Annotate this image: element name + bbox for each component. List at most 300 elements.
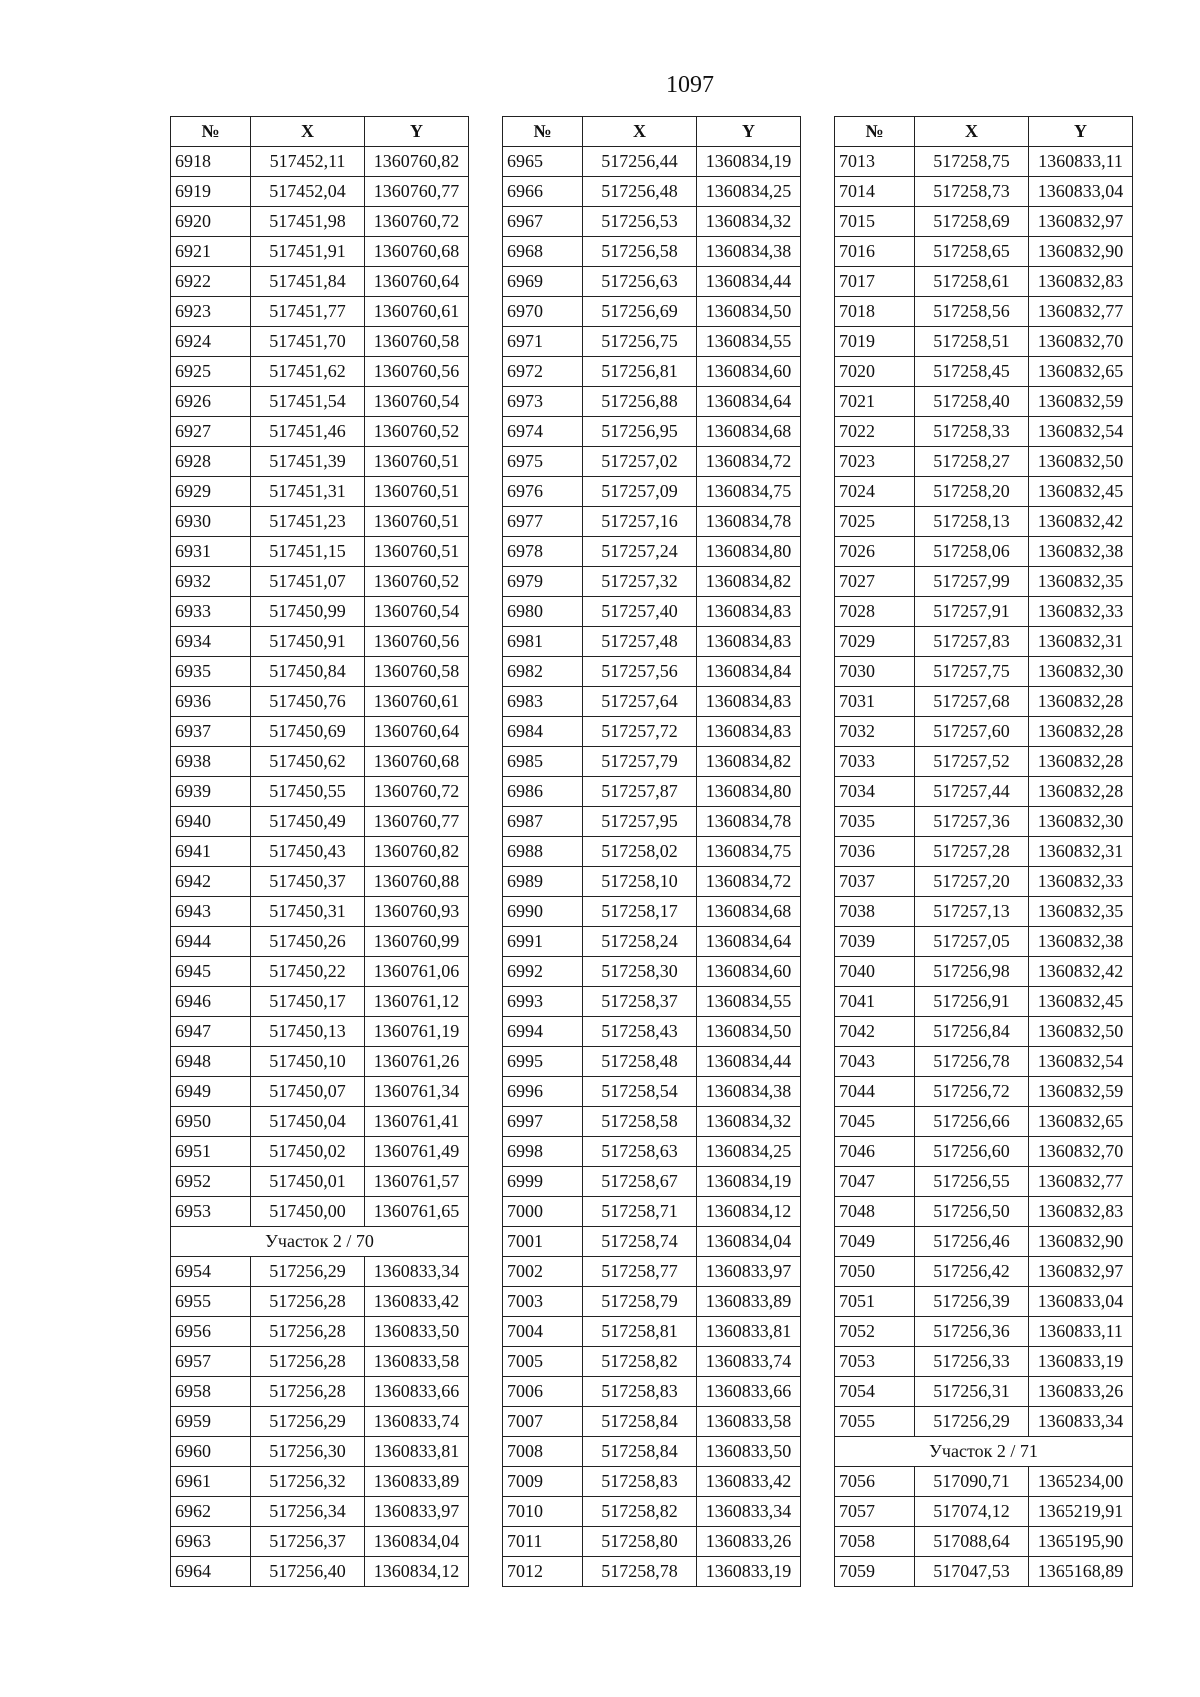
point-number-cell: 7032 xyxy=(835,717,915,747)
point-number-cell: 6995 xyxy=(503,1047,583,1077)
table-row xyxy=(503,147,801,177)
table-row xyxy=(835,657,1133,687)
table-row xyxy=(835,147,1133,177)
table-row xyxy=(171,1167,469,1197)
y-coordinate-cell: 1365168,89 xyxy=(1029,1557,1133,1587)
point-number-cell: 7042 xyxy=(835,1017,915,1047)
x-coordinate-cell: 517257,99 xyxy=(915,567,1029,597)
x-coordinate-cell: 517258,02 xyxy=(583,837,697,867)
y-coordinate-cell: 1360761,12 xyxy=(365,987,469,1017)
x-coordinate-cell: 517450,69 xyxy=(251,717,365,747)
x-coordinate-cell: 517450,84 xyxy=(251,657,365,687)
x-coordinate-cell: 517256,95 xyxy=(583,417,697,447)
x-coordinate-cell: 517257,05 xyxy=(915,927,1029,957)
y-coordinate-cell: 1360760,61 xyxy=(365,297,469,327)
table-row xyxy=(503,477,801,507)
point-number-cell: 7037 xyxy=(835,867,915,897)
x-coordinate-cell: 517258,82 xyxy=(583,1347,697,1377)
table-row xyxy=(835,327,1133,357)
y-coordinate-cell: 1360834,84 xyxy=(697,657,801,687)
y-coordinate-cell: 1360760,99 xyxy=(365,927,469,957)
table-row xyxy=(503,1137,801,1167)
point-number-cell: 7047 xyxy=(835,1167,915,1197)
table-row xyxy=(171,267,469,297)
point-number-cell: 7001 xyxy=(503,1227,583,1257)
point-number-cell: 7016 xyxy=(835,237,915,267)
point-number-cell: 6933 xyxy=(171,597,251,627)
y-coordinate-cell: 1360834,75 xyxy=(697,477,801,507)
x-coordinate-cell: 517256,46 xyxy=(915,1227,1029,1257)
y-coordinate-cell: 1360833,81 xyxy=(365,1437,469,1467)
point-number-cell: 7043 xyxy=(835,1047,915,1077)
point-number-cell: 7022 xyxy=(835,417,915,447)
coordinates-table-3 xyxy=(834,116,1133,1587)
x-coordinate-cell: 517450,01 xyxy=(251,1167,365,1197)
table-row xyxy=(503,1017,801,1047)
y-coordinate-cell: 1360760,52 xyxy=(365,417,469,447)
section-label: Участок 2 / 71 xyxy=(835,1437,1133,1467)
point-number-cell: 7018 xyxy=(835,297,915,327)
table-row xyxy=(171,597,469,627)
point-number-cell: 7033 xyxy=(835,747,915,777)
point-number-cell: 7026 xyxy=(835,537,915,567)
table-row xyxy=(171,957,469,987)
y-coordinate-cell: 1360833,19 xyxy=(1029,1347,1133,1377)
y-coordinate-cell: 1360832,33 xyxy=(1029,597,1133,627)
x-coordinate-cell: 517258,80 xyxy=(583,1527,697,1557)
header-x: X xyxy=(915,117,1029,147)
table-row xyxy=(171,387,469,417)
x-coordinate-cell: 517258,27 xyxy=(915,447,1029,477)
point-number-cell: 6923 xyxy=(171,297,251,327)
table-row xyxy=(835,897,1133,927)
point-number-cell: 6937 xyxy=(171,717,251,747)
point-number-cell: 6956 xyxy=(171,1317,251,1347)
point-number-cell: 7003 xyxy=(503,1287,583,1317)
table-row xyxy=(835,507,1133,537)
x-coordinate-cell: 517258,58 xyxy=(583,1107,697,1137)
x-coordinate-cell: 517451,07 xyxy=(251,567,365,597)
y-coordinate-cell: 1360761,65 xyxy=(365,1197,469,1227)
x-coordinate-cell: 517258,73 xyxy=(915,177,1029,207)
table-row xyxy=(171,1377,469,1407)
table-row xyxy=(835,927,1133,957)
x-coordinate-cell: 517258,43 xyxy=(583,1017,697,1047)
point-number-cell: 6941 xyxy=(171,837,251,867)
x-coordinate-cell: 517450,10 xyxy=(251,1047,365,1077)
point-number-cell: 7045 xyxy=(835,1107,915,1137)
x-coordinate-cell: 517258,10 xyxy=(583,867,697,897)
x-coordinate-cell: 517090,71 xyxy=(915,1467,1029,1497)
y-coordinate-cell: 1360832,31 xyxy=(1029,627,1133,657)
y-coordinate-cell: 1360834,38 xyxy=(697,237,801,267)
x-coordinate-cell: 517257,44 xyxy=(915,777,1029,807)
point-number-cell: 7024 xyxy=(835,477,915,507)
table-row xyxy=(171,297,469,327)
y-coordinate-cell: 1360832,35 xyxy=(1029,567,1133,597)
point-number-cell: 6964 xyxy=(171,1557,251,1587)
x-coordinate-cell: 517450,00 xyxy=(251,1197,365,1227)
table-body xyxy=(503,147,801,1587)
y-coordinate-cell: 1360833,81 xyxy=(697,1317,801,1347)
y-coordinate-cell: 1360760,51 xyxy=(365,477,469,507)
y-coordinate-cell: 1360760,51 xyxy=(365,447,469,477)
y-coordinate-cell: 1360832,50 xyxy=(1029,1017,1133,1047)
x-coordinate-cell: 517257,28 xyxy=(915,837,1029,867)
y-coordinate-cell: 1360833,11 xyxy=(1029,1317,1133,1347)
table-row xyxy=(835,1047,1133,1077)
y-coordinate-cell: 1360833,97 xyxy=(365,1497,469,1527)
y-coordinate-cell: 1360760,68 xyxy=(365,747,469,777)
x-coordinate-cell: 517258,30 xyxy=(583,957,697,987)
point-number-cell: 6926 xyxy=(171,387,251,417)
x-coordinate-cell: 517256,66 xyxy=(915,1107,1029,1137)
table-row xyxy=(171,327,469,357)
x-coordinate-cell: 517451,70 xyxy=(251,327,365,357)
point-number-cell: 7008 xyxy=(503,1437,583,1467)
point-number-cell: 7005 xyxy=(503,1347,583,1377)
y-coordinate-cell: 1360832,83 xyxy=(1029,267,1133,297)
y-coordinate-cell: 1360834,64 xyxy=(697,927,801,957)
table-row xyxy=(835,867,1133,897)
table-row xyxy=(503,627,801,657)
y-coordinate-cell: 1360834,60 xyxy=(697,957,801,987)
point-number-cell: 6966 xyxy=(503,177,583,207)
y-coordinate-cell: 1360832,50 xyxy=(1029,447,1133,477)
y-coordinate-cell: 1360760,56 xyxy=(365,627,469,657)
table-row xyxy=(503,327,801,357)
y-coordinate-cell: 1365195,90 xyxy=(1029,1527,1133,1557)
table-row xyxy=(171,237,469,267)
y-coordinate-cell: 1360833,11 xyxy=(1029,147,1133,177)
point-number-cell: 6955 xyxy=(171,1287,251,1317)
point-number-cell: 6989 xyxy=(503,867,583,897)
table-row xyxy=(171,1107,469,1137)
x-coordinate-cell: 517258,84 xyxy=(583,1437,697,1467)
point-number-cell: 6947 xyxy=(171,1017,251,1047)
y-coordinate-cell: 1360834,25 xyxy=(697,177,801,207)
y-coordinate-cell: 1360832,83 xyxy=(1029,1197,1133,1227)
y-coordinate-cell: 1360832,33 xyxy=(1029,867,1133,897)
y-coordinate-cell: 1360834,68 xyxy=(697,897,801,927)
y-coordinate-cell: 1360834,83 xyxy=(697,597,801,627)
x-coordinate-cell: 517258,82 xyxy=(583,1497,697,1527)
point-number-cell: 6936 xyxy=(171,687,251,717)
y-coordinate-cell: 1360761,19 xyxy=(365,1017,469,1047)
table-row xyxy=(835,177,1133,207)
table-row xyxy=(171,1317,469,1347)
x-coordinate-cell: 517256,53 xyxy=(583,207,697,237)
table-row xyxy=(835,207,1133,237)
y-coordinate-cell: 1360760,77 xyxy=(365,177,469,207)
x-coordinate-cell: 517256,58 xyxy=(583,237,697,267)
point-number-cell: 7019 xyxy=(835,327,915,357)
x-coordinate-cell: 517451,77 xyxy=(251,297,365,327)
x-coordinate-cell: 517450,37 xyxy=(251,867,365,897)
section-row xyxy=(835,1437,1133,1467)
table-row xyxy=(835,537,1133,567)
y-coordinate-cell: 1360832,70 xyxy=(1029,1137,1133,1167)
y-coordinate-cell: 1360760,82 xyxy=(365,147,469,177)
y-coordinate-cell: 1360832,65 xyxy=(1029,1107,1133,1137)
table-row xyxy=(503,1167,801,1197)
x-coordinate-cell: 517257,13 xyxy=(915,897,1029,927)
point-number-cell: 7057 xyxy=(835,1497,915,1527)
point-number-cell: 6925 xyxy=(171,357,251,387)
table-row xyxy=(503,1107,801,1137)
x-coordinate-cell: 517256,40 xyxy=(251,1557,365,1587)
table-row xyxy=(835,477,1133,507)
table-row xyxy=(503,207,801,237)
x-coordinate-cell: 517258,74 xyxy=(583,1227,697,1257)
x-coordinate-cell: 517256,36 xyxy=(915,1317,1029,1347)
point-number-cell: 6967 xyxy=(503,207,583,237)
x-coordinate-cell: 517256,91 xyxy=(915,987,1029,1017)
table-row xyxy=(835,597,1133,627)
x-coordinate-cell: 517258,45 xyxy=(915,357,1029,387)
table-row xyxy=(835,1287,1133,1317)
point-number-cell: 6953 xyxy=(171,1197,251,1227)
x-coordinate-cell: 517256,34 xyxy=(251,1497,365,1527)
x-coordinate-cell: 517451,39 xyxy=(251,447,365,477)
point-number-cell: 6994 xyxy=(503,1017,583,1047)
table-row xyxy=(503,1287,801,1317)
y-coordinate-cell: 1360834,55 xyxy=(697,987,801,1017)
y-coordinate-cell: 1360834,72 xyxy=(697,447,801,477)
point-number-cell: 7023 xyxy=(835,447,915,477)
table-row xyxy=(503,567,801,597)
table-row xyxy=(835,567,1133,597)
point-number-cell: 6992 xyxy=(503,957,583,987)
y-coordinate-cell: 1365219,91 xyxy=(1029,1497,1133,1527)
point-number-cell: 6974 xyxy=(503,417,583,447)
point-number-cell: 6944 xyxy=(171,927,251,957)
table-body xyxy=(835,147,1133,1587)
y-coordinate-cell: 1360834,04 xyxy=(697,1227,801,1257)
x-coordinate-cell: 517088,64 xyxy=(915,1527,1029,1557)
y-coordinate-cell: 1360833,50 xyxy=(697,1437,801,1467)
x-coordinate-cell: 517256,75 xyxy=(583,327,697,357)
y-coordinate-cell: 1360834,19 xyxy=(697,1167,801,1197)
x-coordinate-cell: 517256,39 xyxy=(915,1287,1029,1317)
point-number-cell: 6961 xyxy=(171,1467,251,1497)
x-coordinate-cell: 517256,72 xyxy=(915,1077,1029,1107)
y-coordinate-cell: 1360760,72 xyxy=(365,207,469,237)
x-coordinate-cell: 517257,36 xyxy=(915,807,1029,837)
point-number-cell: 7017 xyxy=(835,267,915,297)
table-row xyxy=(503,1257,801,1287)
point-number-cell: 7027 xyxy=(835,567,915,597)
y-coordinate-cell: 1360834,32 xyxy=(697,207,801,237)
table-row xyxy=(503,657,801,687)
point-number-cell: 6928 xyxy=(171,447,251,477)
point-number-cell: 6972 xyxy=(503,357,583,387)
x-coordinate-cell: 517258,75 xyxy=(915,147,1029,177)
y-coordinate-cell: 1360834,82 xyxy=(697,747,801,777)
table-row xyxy=(835,1377,1133,1407)
point-number-cell: 7052 xyxy=(835,1317,915,1347)
point-number-cell: 6948 xyxy=(171,1047,251,1077)
table-row xyxy=(171,867,469,897)
point-number-cell: 6957 xyxy=(171,1347,251,1377)
y-coordinate-cell: 1360760,72 xyxy=(365,777,469,807)
y-coordinate-cell: 1360834,19 xyxy=(697,147,801,177)
y-coordinate-cell: 1360832,65 xyxy=(1029,357,1133,387)
y-coordinate-cell: 1360834,80 xyxy=(697,777,801,807)
x-coordinate-cell: 517258,65 xyxy=(915,237,1029,267)
section-row xyxy=(171,1227,469,1257)
y-coordinate-cell: 1360760,64 xyxy=(365,267,469,297)
x-coordinate-cell: 517256,55 xyxy=(915,1167,1029,1197)
x-coordinate-cell: 517257,91 xyxy=(915,597,1029,627)
table-row xyxy=(171,417,469,447)
y-coordinate-cell: 1360832,42 xyxy=(1029,957,1133,987)
table-row xyxy=(503,1437,801,1467)
point-number-cell: 6983 xyxy=(503,687,583,717)
table-row xyxy=(835,1137,1133,1167)
table-row xyxy=(835,1527,1133,1557)
x-coordinate-cell: 517258,48 xyxy=(583,1047,697,1077)
header-y: Y xyxy=(1029,117,1133,147)
y-coordinate-cell: 1360833,34 xyxy=(365,1257,469,1287)
point-number-cell: 6962 xyxy=(171,1497,251,1527)
header-y: Y xyxy=(697,117,801,147)
point-number-cell: 6958 xyxy=(171,1377,251,1407)
table-row xyxy=(835,987,1133,1017)
y-coordinate-cell: 1360832,97 xyxy=(1029,207,1133,237)
x-coordinate-cell: 517450,99 xyxy=(251,597,365,627)
table-row xyxy=(503,177,801,207)
y-coordinate-cell: 1360834,75 xyxy=(697,837,801,867)
point-number-cell: 7055 xyxy=(835,1407,915,1437)
table-row xyxy=(171,1527,469,1557)
table-row xyxy=(503,957,801,987)
y-coordinate-cell: 1360832,38 xyxy=(1029,927,1133,957)
x-coordinate-cell: 517256,44 xyxy=(583,147,697,177)
table-row xyxy=(835,1467,1133,1497)
point-number-cell: 7013 xyxy=(835,147,915,177)
y-coordinate-cell: 1360833,34 xyxy=(697,1497,801,1527)
table-row xyxy=(171,357,469,387)
point-number-cell: 6943 xyxy=(171,897,251,927)
table-row xyxy=(835,807,1133,837)
x-coordinate-cell: 517258,61 xyxy=(915,267,1029,297)
y-coordinate-cell: 1360761,26 xyxy=(365,1047,469,1077)
section-label: Участок 2 / 70 xyxy=(171,1227,469,1257)
point-number-cell: 6918 xyxy=(171,147,251,177)
point-number-cell: 6954 xyxy=(171,1257,251,1287)
y-coordinate-cell: 1360834,82 xyxy=(697,567,801,597)
x-coordinate-cell: 517451,23 xyxy=(251,507,365,537)
point-number-cell: 6950 xyxy=(171,1107,251,1137)
table-row xyxy=(835,1107,1133,1137)
point-number-cell: 6971 xyxy=(503,327,583,357)
point-number-cell: 7044 xyxy=(835,1077,915,1107)
x-coordinate-cell: 517257,56 xyxy=(583,657,697,687)
table-row xyxy=(503,1557,801,1587)
table-row xyxy=(835,717,1133,747)
x-coordinate-cell: 517258,84 xyxy=(583,1407,697,1437)
point-number-cell: 7056 xyxy=(835,1467,915,1497)
x-coordinate-cell: 517451,54 xyxy=(251,387,365,417)
x-coordinate-cell: 517450,31 xyxy=(251,897,365,927)
y-coordinate-cell: 1360833,26 xyxy=(697,1527,801,1557)
table-row xyxy=(503,297,801,327)
y-coordinate-cell: 1360832,28 xyxy=(1029,687,1133,717)
x-coordinate-cell: 517074,12 xyxy=(915,1497,1029,1527)
point-number-cell: 6978 xyxy=(503,537,583,567)
table-row xyxy=(171,627,469,657)
table-row xyxy=(835,267,1133,297)
point-number-cell: 6984 xyxy=(503,717,583,747)
table-header xyxy=(835,117,1133,147)
x-coordinate-cell: 517451,15 xyxy=(251,537,365,567)
x-coordinate-cell: 517450,76 xyxy=(251,687,365,717)
table-row xyxy=(503,1497,801,1527)
y-coordinate-cell: 1360834,83 xyxy=(697,717,801,747)
x-coordinate-cell: 517451,84 xyxy=(251,267,365,297)
table-row xyxy=(503,1467,801,1497)
point-number-cell: 6932 xyxy=(171,567,251,597)
table-row xyxy=(835,1257,1133,1287)
y-coordinate-cell: 1360833,42 xyxy=(365,1287,469,1317)
table-row xyxy=(171,1287,469,1317)
y-coordinate-cell: 1360832,90 xyxy=(1029,1227,1133,1257)
header-row xyxy=(835,117,1133,147)
y-coordinate-cell: 1360834,72 xyxy=(697,867,801,897)
y-coordinate-cell: 1360834,50 xyxy=(697,1017,801,1047)
header-row xyxy=(171,117,469,147)
y-coordinate-cell: 1360833,04 xyxy=(1029,177,1133,207)
x-coordinate-cell: 517257,95 xyxy=(583,807,697,837)
x-coordinate-cell: 517258,24 xyxy=(583,927,697,957)
x-coordinate-cell: 517256,28 xyxy=(251,1377,365,1407)
x-coordinate-cell: 517257,75 xyxy=(915,657,1029,687)
point-number-cell: 6969 xyxy=(503,267,583,297)
table-row xyxy=(171,537,469,567)
point-number-cell: 6993 xyxy=(503,987,583,1017)
x-coordinate-cell: 517258,17 xyxy=(583,897,697,927)
x-coordinate-cell: 517450,91 xyxy=(251,627,365,657)
point-number-cell: 7048 xyxy=(835,1197,915,1227)
point-number-cell: 7020 xyxy=(835,357,915,387)
y-coordinate-cell: 1360760,88 xyxy=(365,867,469,897)
x-coordinate-cell: 517450,22 xyxy=(251,957,365,987)
y-coordinate-cell: 1360760,77 xyxy=(365,807,469,837)
y-coordinate-cell: 1360832,45 xyxy=(1029,987,1133,1017)
point-number-cell: 7046 xyxy=(835,1137,915,1167)
table-row xyxy=(835,687,1133,717)
x-coordinate-cell: 517450,04 xyxy=(251,1107,365,1137)
table-row xyxy=(835,447,1133,477)
x-coordinate-cell: 517258,54 xyxy=(583,1077,697,1107)
point-number-cell: 6960 xyxy=(171,1437,251,1467)
table-row xyxy=(835,1227,1133,1257)
y-coordinate-cell: 1360834,32 xyxy=(697,1107,801,1137)
point-number-cell: 7049 xyxy=(835,1227,915,1257)
y-coordinate-cell: 1360833,97 xyxy=(697,1257,801,1287)
y-coordinate-cell: 1360833,66 xyxy=(365,1377,469,1407)
table-row xyxy=(171,177,469,207)
point-number-cell: 6952 xyxy=(171,1167,251,1197)
point-number-cell: 7054 xyxy=(835,1377,915,1407)
y-coordinate-cell: 1360834,12 xyxy=(697,1197,801,1227)
point-number-cell: 6963 xyxy=(171,1527,251,1557)
point-number-cell: 6977 xyxy=(503,507,583,537)
table-row xyxy=(503,357,801,387)
x-coordinate-cell: 517258,37 xyxy=(583,987,697,1017)
x-coordinate-cell: 517452,11 xyxy=(251,147,365,177)
